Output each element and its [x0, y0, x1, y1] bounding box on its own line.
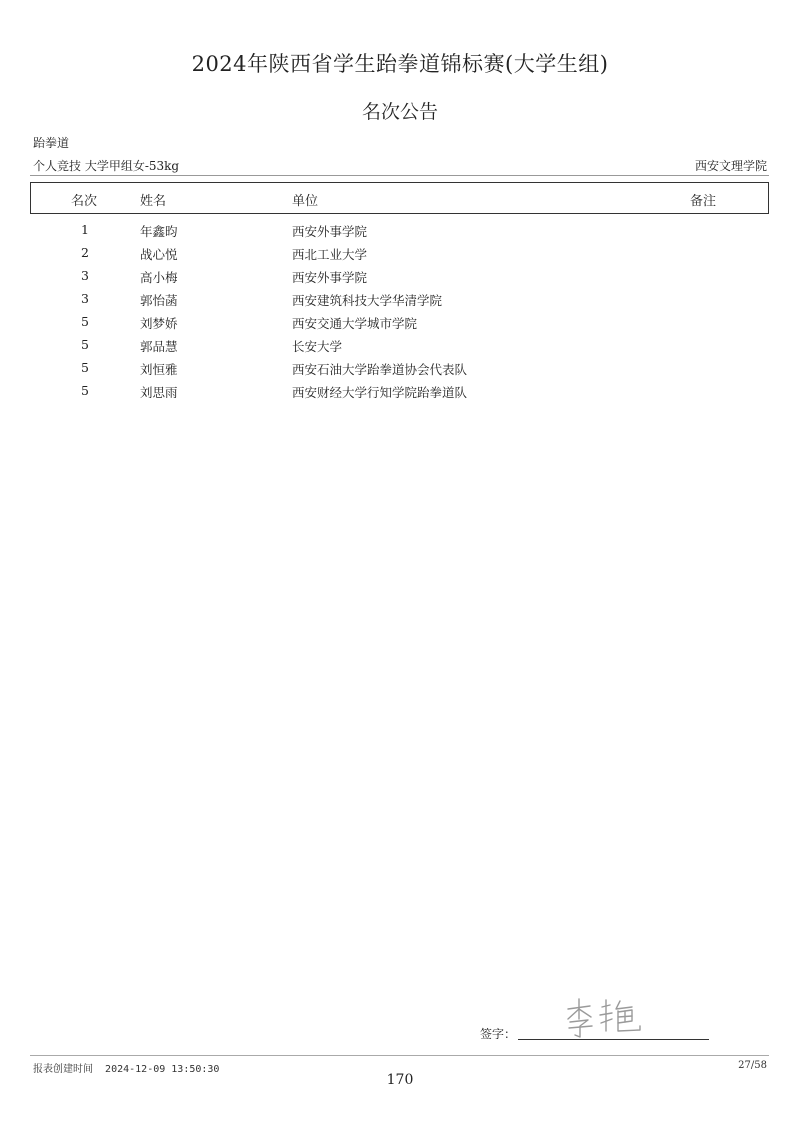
document-title: 2024年陕西省学生跆拳道锦标赛(大学生组)	[191, 52, 609, 76]
header-unit: 单位	[292, 194, 319, 209]
name-cell: 刘恒雅	[140, 362, 178, 377]
handwritten-signature	[560, 995, 650, 1040]
unit-cell: 西安外事学院	[292, 224, 368, 239]
header-rank: 名次	[71, 194, 98, 209]
table-row	[0, 314, 800, 337]
name-cell: 年鑫昀	[140, 224, 178, 239]
rank-cell: 5	[81, 383, 89, 398]
rank-cell: 2	[81, 245, 89, 260]
table-row	[0, 222, 800, 245]
rank-cell: 5	[81, 314, 89, 329]
created-label: 报表创建时间	[33, 1064, 93, 1075]
name-cell: 刘思雨	[140, 385, 178, 400]
unit-cell: 西安建筑科技大学华清学院	[292, 293, 443, 308]
signature-label: 签字：	[480, 1027, 517, 1041]
signature-line	[518, 1039, 709, 1040]
unit-cell: 西北工业大学	[292, 247, 368, 262]
header-remark: 备注	[690, 194, 717, 209]
unit-cell: 西安外事学院	[292, 270, 368, 285]
name-cell: 刘梦娇	[140, 316, 178, 331]
results-table-body	[0, 222, 800, 406]
event-label: 个人竞技 大学甲组女-53kg	[33, 159, 180, 173]
table-row	[0, 337, 800, 360]
rank-cell: 3	[81, 291, 89, 306]
sport-label: 跆拳道	[33, 136, 70, 150]
top-divider	[30, 175, 769, 176]
name-cell: 高小梅	[140, 270, 178, 285]
table-header	[30, 182, 769, 214]
document-subtitle: 名次公告	[361, 101, 438, 123]
page-number: 170	[386, 1072, 414, 1088]
page-of-total: 27/58	[738, 1060, 767, 1071]
name-cell: 郭怡菡	[140, 293, 178, 308]
name-cell: 郭品慧	[140, 339, 178, 354]
table-row	[0, 268, 800, 291]
rank-cell: 5	[81, 360, 89, 375]
bottom-divider	[30, 1055, 769, 1056]
unit-cell: 西安石油大学跆拳道协会代表队	[292, 362, 468, 377]
name-cell: 战心悦	[140, 247, 178, 262]
table-row	[0, 383, 800, 406]
unit-cell: 长安大学	[292, 339, 343, 354]
table-row	[0, 360, 800, 383]
venue-label: 西安文理学院	[694, 159, 767, 173]
created-time: 2024-12-09 13:50:30	[105, 1064, 220, 1075]
header-name: 姓名	[140, 194, 167, 209]
unit-cell: 西安财经大学行知学院跆拳道队	[292, 385, 468, 400]
table-row	[0, 245, 800, 268]
unit-cell: 西安交通大学城市学院	[292, 316, 418, 331]
table-row	[0, 291, 800, 314]
rank-cell: 1	[81, 222, 89, 237]
rank-cell: 5	[81, 337, 89, 352]
rank-cell: 3	[81, 268, 89, 283]
